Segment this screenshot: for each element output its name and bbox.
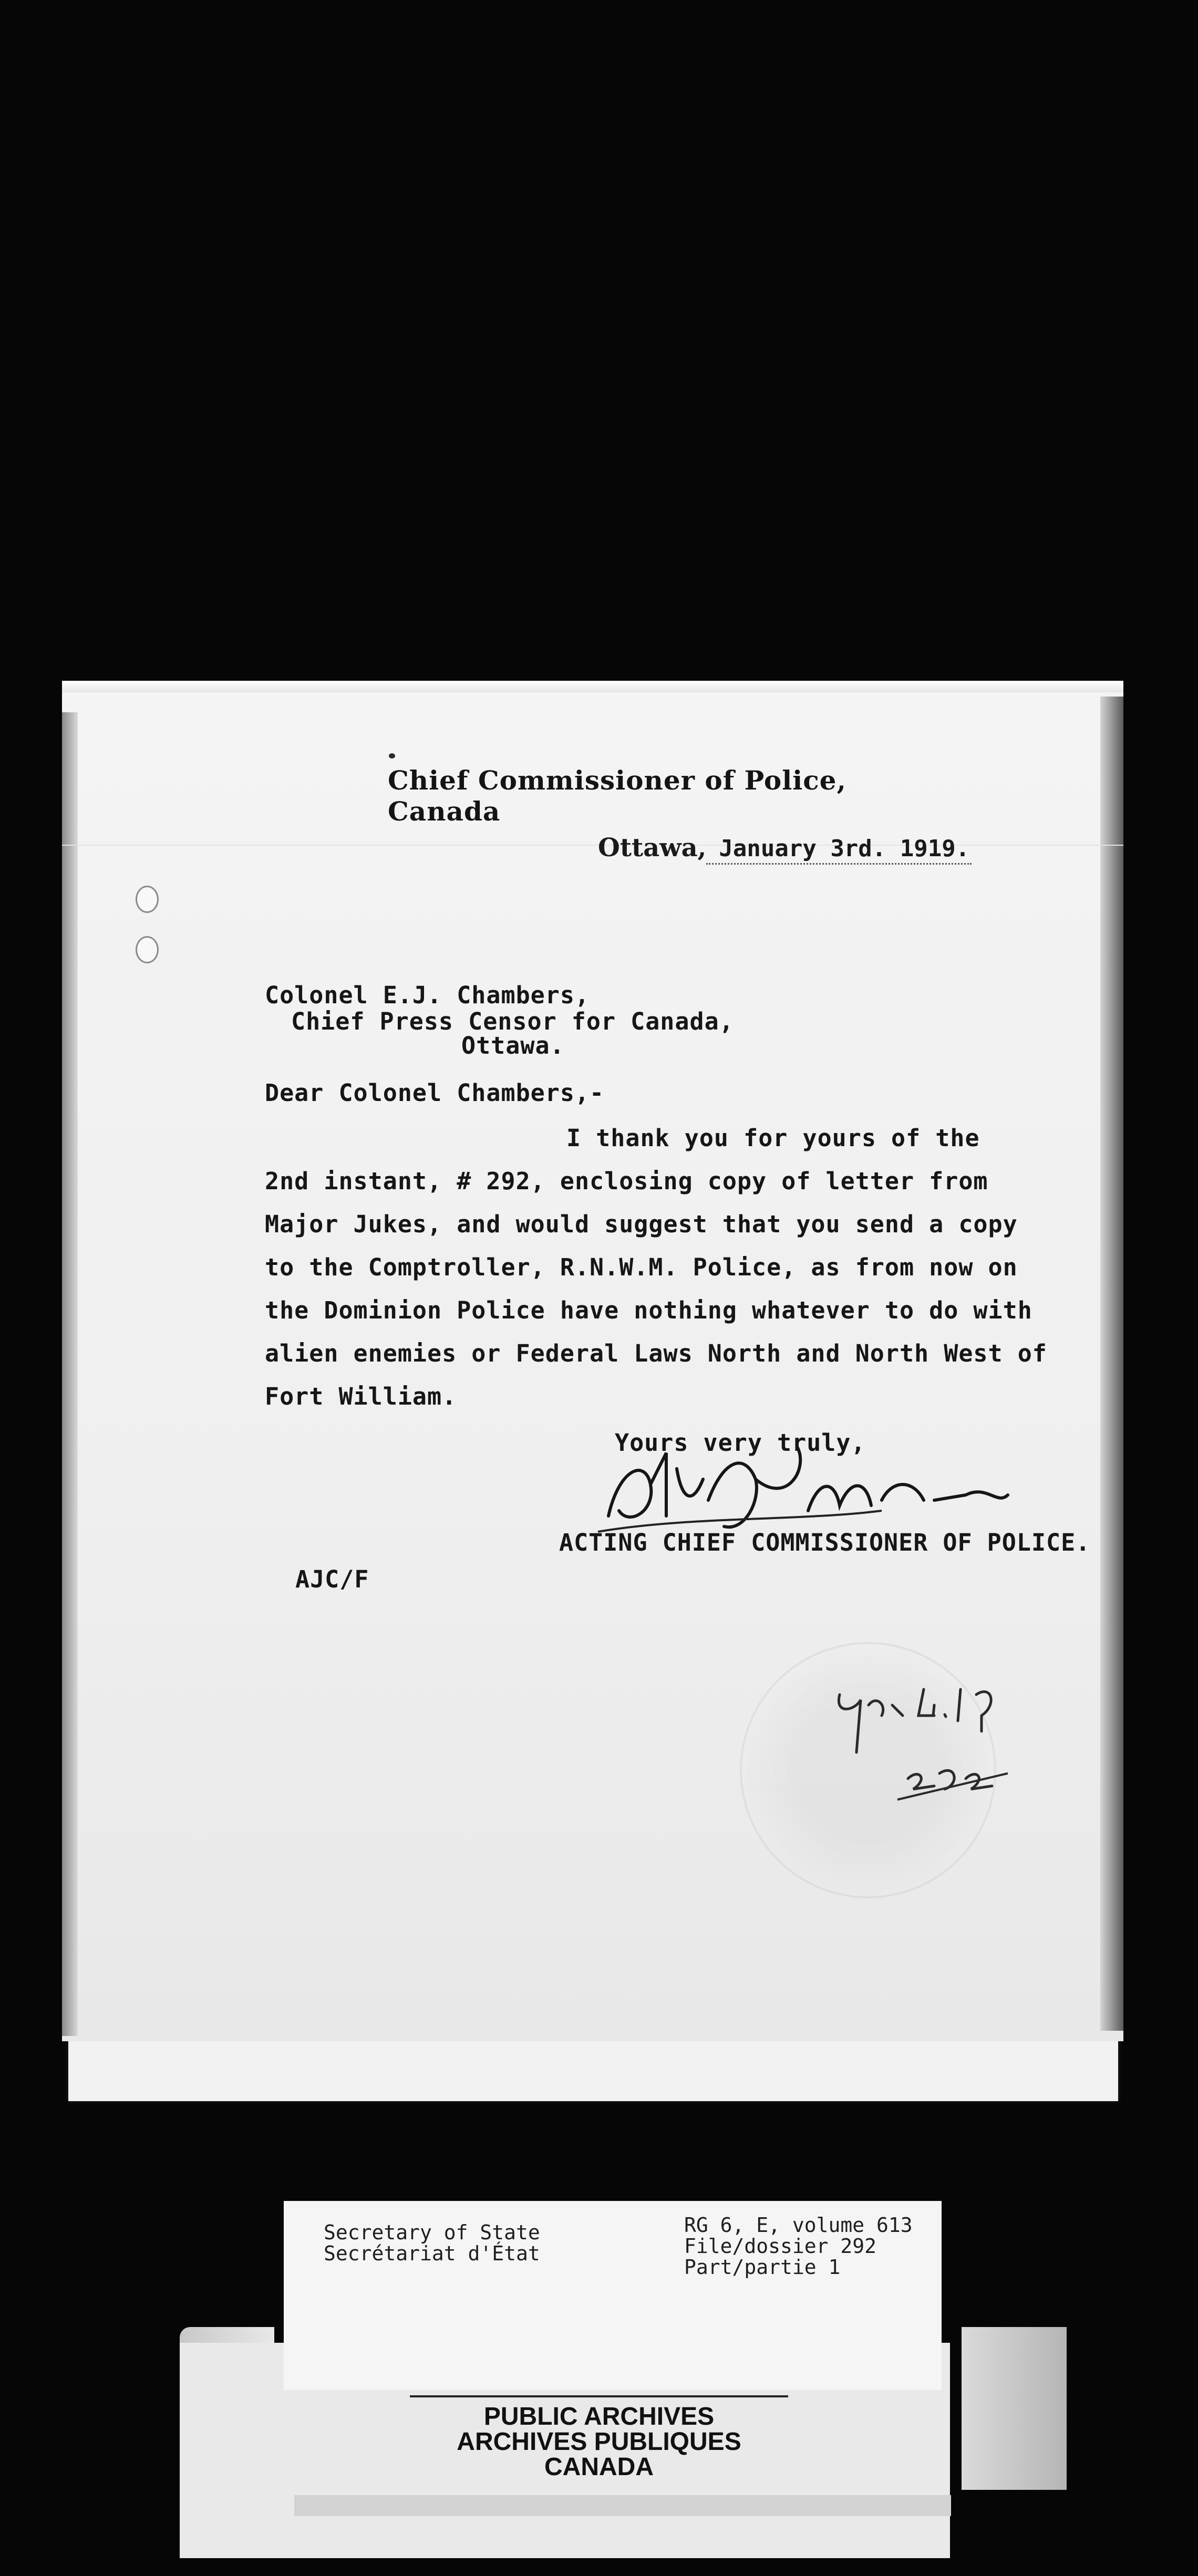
paper-top-edge [62, 681, 1123, 692]
date-city: Ottawa, [598, 833, 707, 863]
body-line-7: Fort William. [265, 1383, 457, 1410]
letter-date: January 3rd. 1919. [706, 835, 972, 865]
department-english: Secretary of State [324, 2221, 540, 2244]
paper-left-edge [62, 712, 78, 2036]
paper-right-edge [1100, 697, 1123, 2031]
archives-title-rule [410, 2395, 788, 2397]
closing: Yours very truly, [615, 1429, 866, 1457]
archives-title-line-1: PUBLIC ARCHIVES [483, 2403, 715, 2430]
part-number: Part/partie 1 [684, 2256, 841, 2279]
archive-label-strip [294, 2495, 951, 2516]
letterhead: Chief Commissioner of Police, Canada [388, 765, 846, 827]
file-number: File/dossier 292 [684, 2235, 877, 2258]
body-line-5: the Dominion Police have nothing whatever to do with [265, 1296, 1032, 1324]
archives-title-line-2: ARCHIVES PUBLIQUES [457, 2428, 741, 2456]
letterhead-ornament [389, 753, 395, 759]
letter-page [62, 681, 1123, 2041]
recipient-line-3: Ottawa. [461, 1032, 565, 1060]
body-line-6: alien enemies or Federal Laws North and North West of [265, 1339, 1047, 1367]
body-line-1: I thank you for yours of the [566, 1124, 980, 1152]
body-line-4: to the Comptroller, R.N.W.M. Police, as from now on [265, 1253, 1018, 1281]
record-group: RG 6, E, volume 613 [684, 2214, 913, 2237]
punch-hole-top [136, 886, 159, 913]
signature-title: ACTING CHIEF COMMISSIONER OF POLICE. [559, 1529, 1091, 1556]
department-french: Secrétariat d'État [324, 2242, 540, 2265]
punch-hole-bottom [136, 936, 159, 963]
archives-title-line-3: CANADA [544, 2453, 654, 2481]
recipient-line-2: Chief Press Censor for Canada, [291, 1007, 734, 1035]
file-index-card [284, 2201, 942, 2390]
date-line [598, 833, 972, 865]
body-line-3: Major Jukes, and would suggest that you send a copy [265, 1210, 1018, 1238]
salutation: Dear Colonel Chambers,- [265, 1079, 605, 1107]
body-line-2: 2nd instant, # 292, enclosing copy of letter from [265, 1167, 988, 1195]
reference-initials: AJC/F [295, 1565, 369, 1593]
recipient-line-1: Colonel E.J. Chambers, [265, 981, 590, 1009]
archive-label-edge-right [962, 2327, 1067, 2490]
handwritten-annotation [735, 1674, 1050, 1810]
